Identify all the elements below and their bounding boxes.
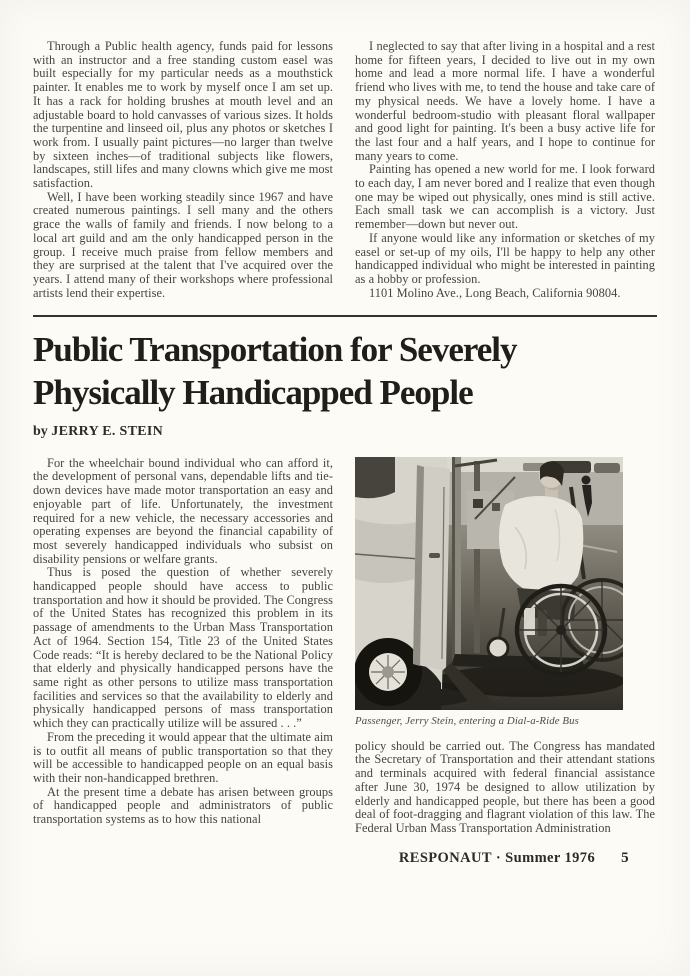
- paragraph: At the present time a debate has arisen between groups of handicapped people and administrators of public transportation systems as to how this national: [33, 784, 333, 827]
- page-footer: [355, 850, 655, 867]
- paragraph: From the preceding it would appear that the ultimate aim is to outfit all means of public transportation so that they will be accessible to handicapped people on an equal basis with their non-handicapped brethren.: [33, 729, 333, 785]
- byline-prefix: by: [33, 423, 48, 439]
- paragraph: Painting has opened a new world for me. I look forward to each day, I am never bored and I realize that even though one may be wiped out physically, ones mind is still active. Each small task we can accomplish is a victory. Just remember—down but never out.: [355, 162, 655, 232]
- page-number: 5: [621, 849, 629, 866]
- paragraph: For the wheelchair bound individual who can afford it, the development of personal vans, dependable lifts and tie-down devices have made motor transportation an easy and enjoyable part of life. Unfortunately, the investment required for a new vehicle, the necessary accessories and operating expenses are beyond the financial capability of most severely handicapped individuals who subsist on disability pensions or welfare grants.: [33, 455, 333, 566]
- paragraph: Through a Public health agency, funds paid for lessons with an instructor and a free standing custom easel was built especially for my particular needs as a mouthstick painter. It enables me to work by myself once I am set up. It has a rack for holding brushes at mouth level and an adjustable board to hold canvasses of various sizes. It holds the turpentine and linseed oil, plus any photos or sketches I work from. I usually paint pictures—no larger than twelve by sixteen inches—of traditional subjects like flowers, landscapes, still lifes and many clowns which give me most satisfaction.: [33, 39, 333, 191]
- article-right-column: [355, 457, 655, 867]
- paragraph: Thus is posed the question of whether severely handicapped people should have access to public transportation and how it should be provided. The Congress of the United States has recognized this problem in its passage of amendments to the Urban Mass Transportation Act of 1964. Section 154, Title 23 of the United States Code reads: “It is hereby declared to be the National Policy that elderly and physically handicapped persons have the same right as other persons to utilize mass transportation facilities and services so that the availability to elderly and physically handicapped persons of mass transportation which they can practically utilize will be assured . . .”: [33, 565, 333, 731]
- top-right-column: [355, 40, 655, 300]
- title-line-2: Physically Handicapped People: [33, 373, 473, 413]
- article-title: [33, 329, 657, 414]
- section-divider-rule: [33, 315, 657, 317]
- article-left-column: [33, 457, 333, 867]
- top-left-column: [33, 40, 333, 300]
- photo-figure: [355, 457, 623, 727]
- byline: [33, 424, 657, 440]
- contact-address: 1101 Molino Ave., Long Beach, California 90804.: [369, 285, 621, 300]
- paragraph: policy should be carried out. The Congress has mandated the Secretary of Transportation and their attendant stations and terminals acquired with federal financial assistance after June 30, 1974 be designed to allow utilization by elderly and handicapped people, but there has been a good deal of foot-dragging and flagrant violation of this law. The Federal Urban Mass Transportation Administration: [355, 738, 655, 835]
- photo-caption: Passenger, Jerry Stein, entering a Dial-a-Ride Bus: [355, 714, 579, 727]
- open-door: [413, 465, 450, 671]
- issue-label: Summer 1976: [505, 849, 596, 866]
- journal-name: RESPONAUT: [398, 849, 492, 866]
- dial-a-ride-bus-photo: [355, 457, 623, 710]
- footer-separator: ·: [495, 849, 502, 866]
- top-article-section: [33, 40, 657, 300]
- paragraph: I neglected to say that after living in a hospital and a rest home for fifteen years, I decided to live out in my own home and lead a more normal life. I have a wonderful friend who lives with me, to tend the house and take care of my physical needs. We have a lovely home. I have a wonderful bedroom-studio with pleasant floral wallpaper and good light for painting. It's been a busy active life for the last four and a half years, and I hope to continue for many years to come.: [355, 39, 655, 163]
- paragraph: Well, I have been working steadily since 1967 and have created numerous paintings. I sell many and the others grace the walls of family and friends. I now belong to a local art guild and am the only handicapped person in the group. I receive much praise from fellow members and they are surprised at the talent that I've acquired over the years. I attend many of their workshops where professional artists lend their expertise.: [33, 189, 333, 300]
- byline-author: JERRY E. STEIN: [51, 423, 164, 439]
- title-line-1: Public Transportation for Severely: [33, 330, 517, 370]
- paragraph: If anyone would like any information or sketches of my easel or set-up of my oils, I'll be happy to help any other handicapped individual who might be interested in painting as a hobby or profession.: [355, 230, 655, 286]
- article-header: [33, 329, 657, 439]
- article-body: [33, 457, 657, 867]
